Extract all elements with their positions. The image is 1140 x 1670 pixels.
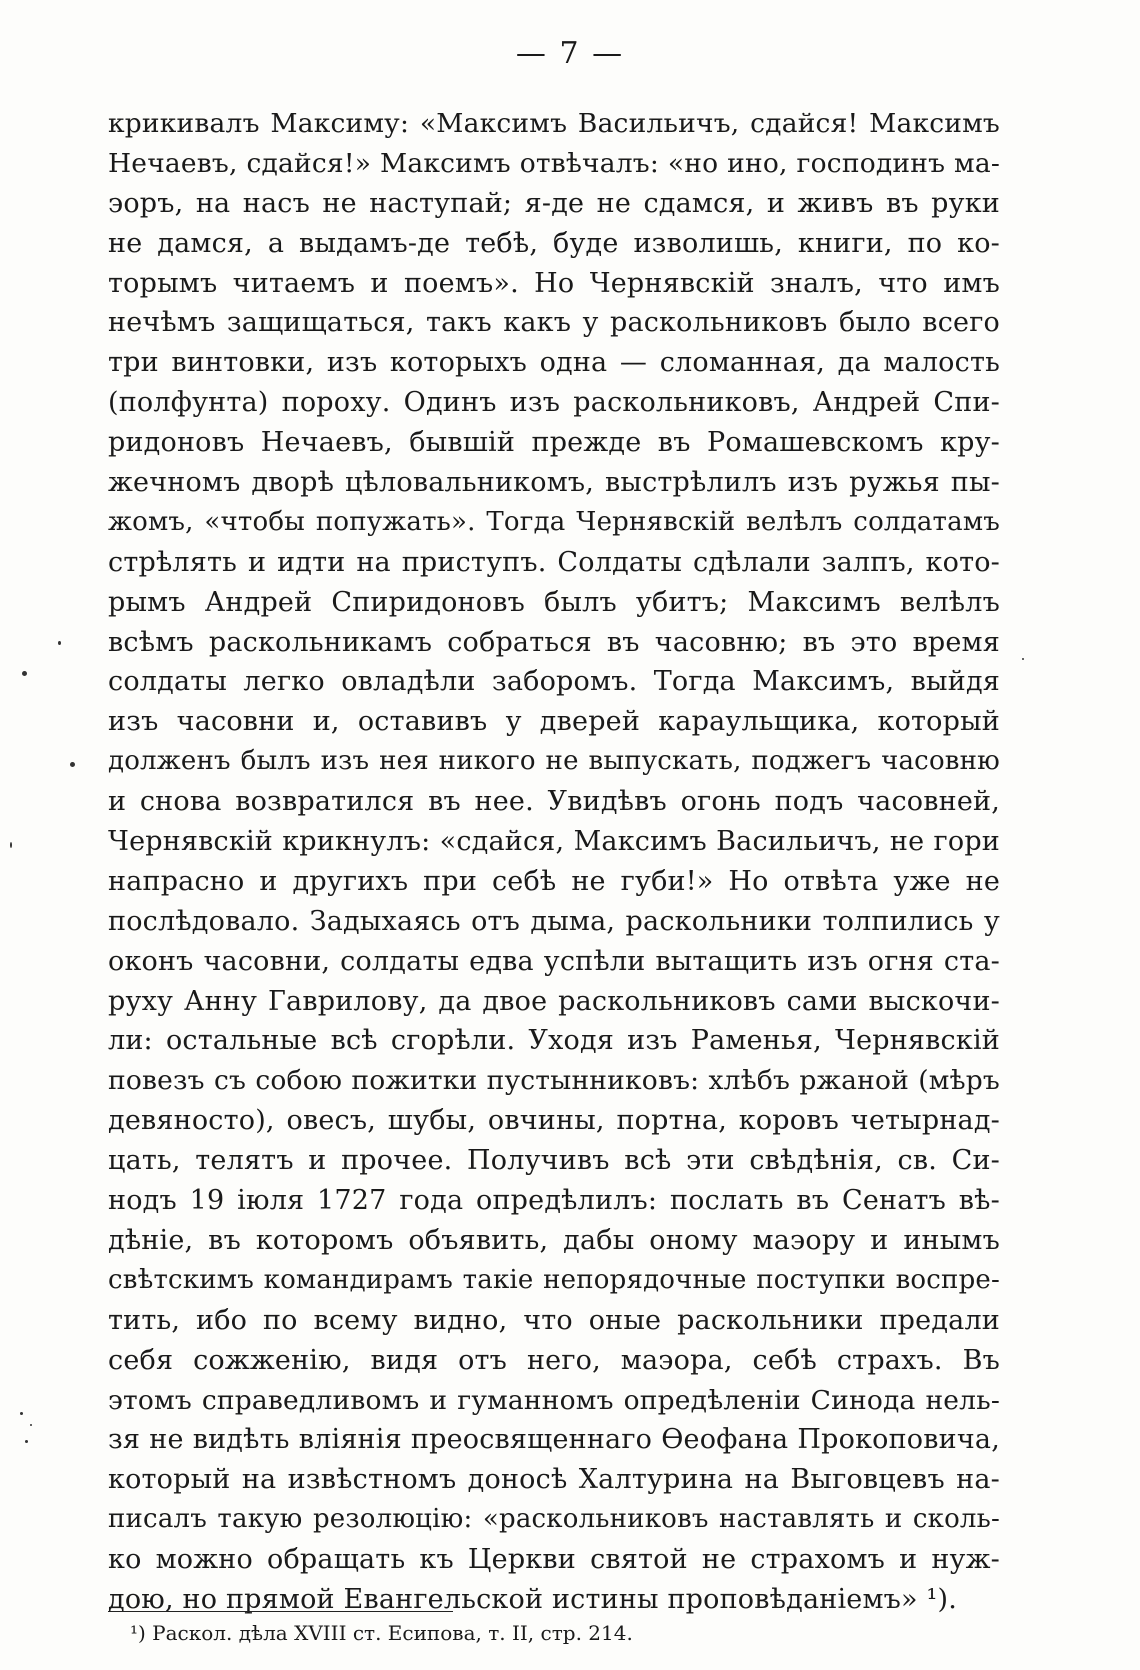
text-line: и снова возвратился въ нее. Увидѣвъ огонь подъ часовней, [108, 786, 1000, 818]
scan-speck [22, 671, 27, 676]
text-line: рымъ Андрей Спиридоновъ былъ убитъ; Максимъ велѣлъ [108, 586, 1000, 618]
text-line: дою, но прямой Евангельской истины проповѣданіемъ» ¹). [108, 1583, 958, 1615]
text-line: нодъ 19 іюля 1727 года опредѣлилъ: послать въ Сенатъ вѣ- [108, 1185, 1000, 1217]
text-line: Чернявскій крикнулъ: «сдайся, Максимъ Васильичъ, не гори [108, 826, 1000, 858]
text-line: напрасно и другихъ при себѣ не губи!» Но отвѣта уже не [108, 865, 1000, 897]
scan-speck [70, 762, 75, 767]
body-text [108, 104, 1000, 1620]
text-line: писалъ такую резолюцію: «раскольниковъ наставлять и сколь- [108, 1504, 1000, 1535]
text-line: руху Анну Гаврилову, да двое раскольниковъ сами выскочи- [108, 985, 1000, 1017]
text-line: себя сожженію, видя отъ него, маэора, себѣ страхъ. Въ [108, 1344, 1000, 1376]
text-line: который на извѣстномъ доносѣ Халтурина на Выговцевъ на- [108, 1464, 1000, 1496]
text-line: стрѣлять и идти на приступъ. Солдаты сдѣлали залпъ, кото- [108, 546, 1000, 578]
text-line: тить, ибо по всему видно, что оные раскольники предали [108, 1304, 1000, 1336]
text-line: три винтовки, изъ которыхъ одна — сломанная, да малость [108, 347, 1000, 379]
text-line: дѣніе, въ которомъ объявить, дабы оному маэору и инымъ [108, 1224, 1000, 1256]
scan-speck [1022, 658, 1024, 660]
text-line: ли: остальные всѣ сгорѣли. Уходя изъ Раменья, Чернявскій [108, 1025, 1000, 1057]
text-line: цать, телятъ и прочее. Получивъ всѣ эти свѣдѣнія, св. Си- [108, 1145, 1000, 1177]
text-line: (полфунта) пороху. Одинъ изъ раскольниковъ, Андрей Спи- [108, 387, 1000, 419]
scan-speck [10, 842, 12, 848]
text-line: торымъ читаемъ и поемъ». Но Чернявскій зналъ, что имъ [108, 267, 1000, 299]
text-line: эоръ, на насъ не наступай; я-де не сдамся, и живъ въ руки [108, 187, 1000, 219]
text-line: изъ часовни и, оставивъ у дверей караульщика, который [108, 706, 1000, 738]
text-line: Нечаевъ, сдайся!» Максимъ отвѣчалъ: «но ино, господинъ ма- [108, 147, 1000, 179]
page-number: — 7 — [515, 36, 625, 71]
text-line: крикивалъ Максиму: «Максимъ Васильичъ, сдайся! Максимъ [108, 108, 1000, 139]
scan-speck [30, 1424, 32, 1426]
text-line: свѣтскимъ командирамъ такіе непорядочные поступки воспре- [108, 1264, 1000, 1295]
text-line: оконъ часовни, солдаты едва успѣли вытащить изъ огня ста- [108, 945, 1000, 977]
text-line: не дамся, а выдамъ-де тебѣ, буде изволишь, книги, по ко- [108, 227, 1000, 259]
scan-speck [25, 1440, 28, 1443]
text-line: жомъ, «чтобы попужать». Тогда Чернявскій велѣлъ солдатамъ [108, 506, 1000, 537]
text-line: зя не видѣть вліянія преосвященнаго Ѳеофана Прокоповича, [108, 1424, 1000, 1456]
footnote: ¹) Раскол. дѣла XVIII ст. Есипова, т. II, стр. 214. [130, 1621, 633, 1645]
text-line: долженъ былъ изъ нея никого не выпускать, поджегъ часовню [108, 746, 1000, 777]
text-line: послѣдовало. Задыхаясь отъ дыма, раскольники толпились у [108, 905, 1000, 937]
footnote-rule [108, 1611, 453, 1612]
text-line: этомъ справедливомъ и гуманномъ опредѣленіи Синода нель- [108, 1384, 1000, 1416]
text-line: повезъ съ собою пожитки пустынниковъ: хлѣбъ ржаной (мѣръ [108, 1065, 1000, 1097]
scan-speck [58, 641, 61, 645]
text-line: всѣмъ раскольникамъ собраться въ часовню; въ это время [108, 626, 1000, 658]
text-line: жечномъ дворѣ цѣловальникомъ, выстрѣлилъ изъ ружья пы- [108, 467, 1000, 499]
text-line: ко можно обращать къ Церкви святой не страхомъ и нуж- [108, 1544, 1000, 1576]
text-line: солдаты легко овладѣли заборомъ. Тогда Максимъ, выйдя [108, 666, 1000, 698]
text-line: нечѣмъ защищаться, такъ какъ у раскольниковъ было всего [108, 307, 1000, 339]
text-line: ридоновъ Нечаевъ, бывшій прежде въ Ромашевскомъ кру- [108, 427, 1000, 459]
text-line: девяносто), овесъ, шубы, овчины, портна, коровъ четырнад- [108, 1105, 1000, 1137]
scan-speck [20, 1412, 23, 1415]
